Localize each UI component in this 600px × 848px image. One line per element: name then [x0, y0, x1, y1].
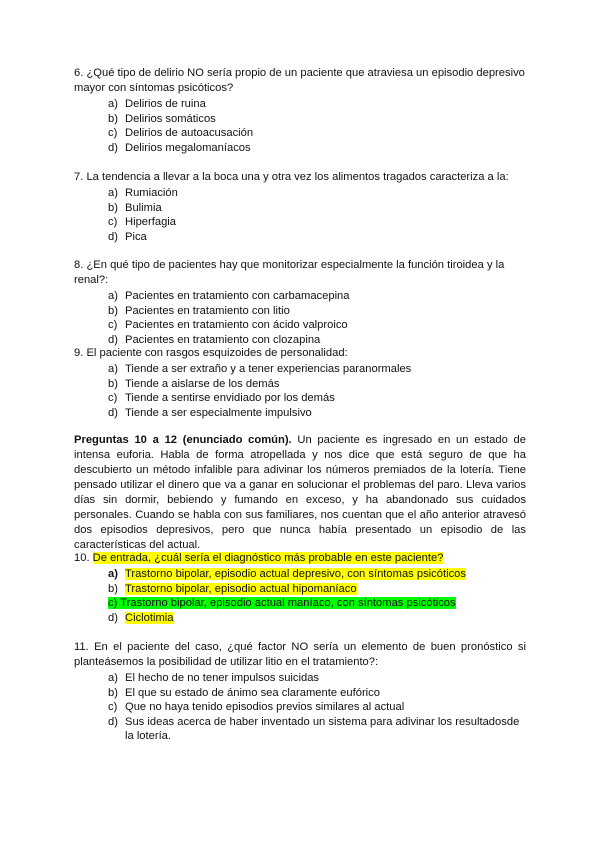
option-text: Tiende a ser extraño y a tener experiencias paranormales [125, 363, 412, 375]
option-letter: d) [108, 230, 118, 243]
option-letter: b) [108, 582, 118, 595]
option-letter: b) [108, 112, 118, 125]
option-text: Delirios de autoacusación [125, 127, 254, 140]
option-c [108, 318, 526, 333]
option-text: Que no haya tenido episodios previos similares al actual [125, 701, 405, 714]
option-list [74, 362, 526, 420]
option-list [74, 186, 526, 244]
option-letter: a) [108, 568, 118, 580]
option-letter: d) [108, 715, 118, 728]
option-text: Tiende a aislarse de los demás [125, 377, 280, 390]
option-c-correct [108, 596, 526, 611]
option-a [108, 671, 526, 686]
option-text: Pacientes en tratamiento con clozapina [125, 333, 321, 346]
option-d [108, 611, 526, 626]
option-list [74, 671, 526, 744]
option-d [108, 141, 526, 156]
option-letter: b) [108, 304, 118, 317]
option-letter: c) [108, 216, 118, 229]
case-statement [74, 433, 526, 553]
option-letter: a) [108, 363, 118, 375]
option-text-highlighted: Trastorno bipolar, episodio actual hipomaníaco [125, 582, 357, 595]
option-text: Delirios somáticos [125, 112, 216, 125]
option-d [108, 715, 526, 744]
option-b [108, 201, 526, 216]
question-number: 10. [74, 552, 93, 564]
option-letter: b) [108, 377, 118, 390]
option-c [108, 391, 526, 406]
option-letter: a) [108, 672, 118, 684]
question-10 [74, 551, 526, 625]
question-stem-highlighted: De entrada, ¿cuál sería el diagnóstico más probable en este paciente? [92, 552, 444, 564]
option-list [74, 97, 526, 155]
option-letter: c) [108, 392, 118, 405]
option-a [108, 567, 526, 582]
option-a [108, 289, 526, 304]
option-text: Rumiación [125, 187, 178, 199]
option-b [108, 686, 526, 701]
option-c [108, 700, 526, 715]
option-text: Hiperfagia [125, 216, 176, 229]
question-stem [74, 551, 526, 566]
option-list [74, 567, 526, 625]
option-letter: d) [108, 611, 118, 624]
question-6 [74, 66, 526, 155]
question-stem: 7. La tendencia a llevar a la boca una y otra vez los alimentos tragados caracteriza a la: [74, 171, 509, 183]
option-d [108, 406, 526, 421]
option-text: El hecho de no tener impulsos suicidas [125, 672, 320, 684]
option-d [108, 230, 526, 245]
option-letter: d) [108, 333, 118, 346]
option-text: Bulimia [125, 201, 162, 214]
question-stem: 8. ¿En qué tipo de pacientes hay que monitorizar especialmente la función tiroidea y la renal?: [74, 259, 505, 286]
question-11 [74, 640, 526, 744]
option-a [108, 186, 526, 201]
option-b [108, 112, 526, 127]
option-letter: c) [108, 127, 118, 140]
case-paragraph [74, 433, 526, 553]
case-heading: Preguntas 10 a 12 (enunciado común). [74, 434, 292, 446]
case-text: Un paciente es ingresado en un estado de intensa euforia. Habla de forma atropellada y nos dice que está seguro de que ha descubierto un método infalible para adivinar los números premiados de la lotería. Tiene pensado utilizar el dinero que va a ganar en solucionar el problemas del paro. Lleva varios días sin dormir, bebiendo y fumando en exceso, y ha abandonado sus cuidados personales. Cuando se habla con sus familiares, nos cuentan que el año anterior atravesó dos episodios depresivos, pero que nunca había presentado un episodio de las características del actual. [74, 434, 526, 551]
option-text: Pica [125, 230, 147, 243]
option-c [108, 215, 526, 230]
option-text-highlighted: Trastorno bipolar, episodio actual depresivo, con síntomas psicóticos [125, 568, 466, 580]
option-letter: b) [108, 686, 118, 699]
option-letter-highlighted: c) [108, 597, 118, 610]
option-letter: a) [108, 98, 118, 110]
option-text: Delirios megalomaníacos [125, 141, 251, 154]
option-text: Tiende a sentirse envidiado por los demás [125, 392, 335, 405]
option-letter: b) [108, 201, 118, 214]
option-letter: c) [108, 701, 118, 714]
option-text: Pacientes en tratamiento con litio [125, 304, 290, 317]
option-letter: d) [108, 406, 118, 419]
option-letter: c) [108, 319, 118, 332]
option-c [108, 126, 526, 141]
option-letter: a) [108, 187, 118, 199]
option-a [108, 362, 526, 377]
option-text: Sus ideas acerca de haber inventado un sistema para adivinar los resultadosde la lotería. [125, 715, 520, 743]
option-letter: d) [108, 141, 118, 154]
question-9 [74, 346, 526, 420]
question-7 [74, 170, 526, 244]
option-text: Delirios de ruina [125, 98, 206, 110]
option-b [108, 582, 526, 597]
option-letter: a) [108, 290, 118, 302]
option-text: Pacientes en tratamiento con carbamacepina [125, 290, 350, 302]
question-stem: 6. ¿Qué tipo de delirio NO sería propio de un paciente que atraviesa un episodio depresivo mayor con síntomas psicóticos? [74, 67, 525, 94]
option-list [74, 289, 526, 347]
question-stem: 9. El paciente con rasgos esquizoides de personalidad: [74, 347, 348, 359]
option-text-highlighted: Ciclotimia [125, 611, 174, 624]
option-b [108, 377, 526, 392]
option-b [108, 304, 526, 319]
question-8 [74, 258, 526, 347]
option-text: Tiende a ser especialmente impulsivo [125, 406, 312, 419]
option-text: El que su estado de ánimo sea claramente eufórico [125, 686, 380, 699]
question-stem: 11. En el paciente del caso, ¿qué factor NO sería un elemento de buen pronóstico si planteásemos la posibilidad de utilizar litio en el tratamiento?: [74, 641, 526, 668]
option-a [108, 97, 526, 112]
option-text: Pacientes en tratamiento con ácido valproico [125, 319, 348, 332]
option-text-correct-highlighted: Trastorno bipolar, episodio actual maníaco, con síntomas psicóticos [120, 597, 456, 610]
